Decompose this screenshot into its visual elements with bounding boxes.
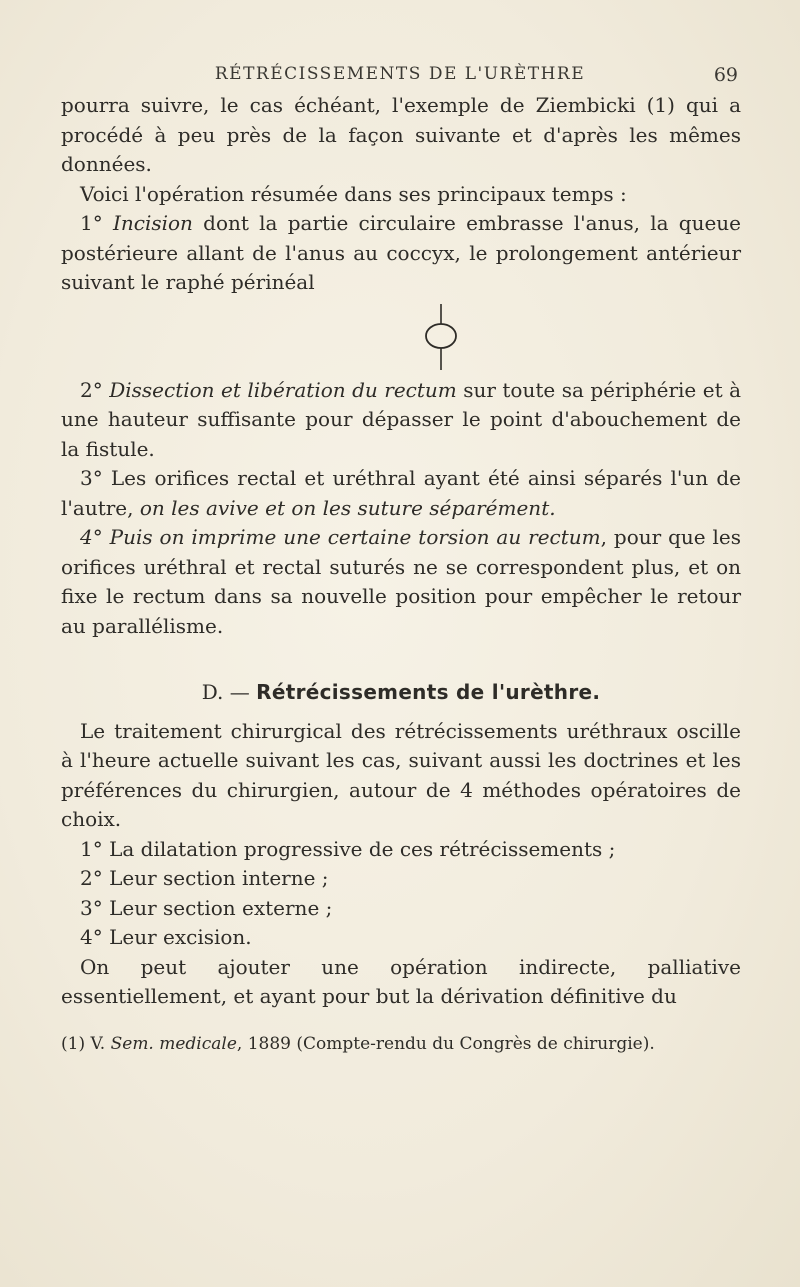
method-item: 4° Leur excision. bbox=[80, 925, 252, 949]
step-torsion bbox=[61, 523, 741, 641]
paragraph: Voici l'opération résumée dans ses principaux temps : bbox=[80, 181, 627, 206]
section-title: Rétrécissements de l'urèthre. bbox=[256, 680, 601, 704]
step-dissection bbox=[61, 376, 741, 465]
footnote-text: , 1889 (Compte-rendu du Congrès de chirurgie). bbox=[236, 1033, 655, 1054]
step-text: dont la partie circulaire embrasse l'anus, la queue postérieure allant de l'anus au coccyx, le prolongement antérieur suivant le raphé périnéal bbox=[61, 211, 741, 294]
footnote bbox=[61, 1032, 741, 1056]
section-letter: D. — bbox=[201, 680, 257, 704]
step-incision bbox=[61, 209, 741, 298]
method-item: 2° Leur section interne ; bbox=[80, 866, 329, 890]
step-text: sur toute sa périphérie et à une hauteur suffisante pour dépasser le point d'abouchement de la fistule. bbox=[61, 377, 741, 461]
incision-figure bbox=[61, 298, 741, 376]
step-text: , pour que les orifices uréthral et rectal suturés ne se correspondent plus, et on fixe le rectum dans sa nouvelle position pour empêcher le retour au parallélisme. bbox=[61, 525, 742, 638]
paragraph: On peut ajouter une opération indirecte, palliative essentiellement, et ayant pour but la dérivation définitive du bbox=[61, 954, 741, 1008]
method-item: 1° La dilatation progressive de ces rétrécissements ; bbox=[80, 836, 616, 861]
paragraph: Le traitement chirurgical des rétrécissements uréthraux oscille à l'heure actuelle suivant les cas, suivant aussi les doctrines et les préférences du chirurgien, autour de 4 méthodes opératoires de choix. bbox=[61, 718, 741, 831]
step-number: 2° bbox=[80, 377, 110, 402]
footnote-ref: (1) V. bbox=[61, 1033, 111, 1054]
step-separation bbox=[61, 464, 741, 523]
step-title: Incision bbox=[112, 211, 193, 235]
paragraph: pourra suivre, le cas échéant, l'exemple de Ziembicki (1) qui a procédé à peu près de la façon suivante et d'après les mêmes données. bbox=[61, 93, 741, 176]
incision-diagram-icon bbox=[421, 298, 461, 376]
page-header bbox=[0, 64, 800, 88]
page-number: 69 bbox=[713, 64, 738, 86]
step-text: 3° Les orifices rectal et uréthral ayant été ainsi séparés l'un de l'autre, bbox=[61, 466, 741, 520]
method-item: 3° Leur section externe ; bbox=[80, 895, 333, 920]
running-title: RÉTRÉCISSEMENTS DE L'URÈTHRE bbox=[214, 64, 586, 84]
step-title: Dissection et libération du rectum bbox=[109, 377, 457, 402]
footnote-source: Sem. medicale bbox=[110, 1033, 237, 1054]
step-number: 1° bbox=[80, 211, 113, 235]
step-emphasis: on les avive et on les suture séparément. bbox=[139, 495, 556, 520]
body-text bbox=[61, 91, 741, 1056]
section-heading bbox=[61, 678, 741, 708]
step-title: 4° Puis on imprime une certaine torsion au rectum bbox=[80, 525, 601, 549]
